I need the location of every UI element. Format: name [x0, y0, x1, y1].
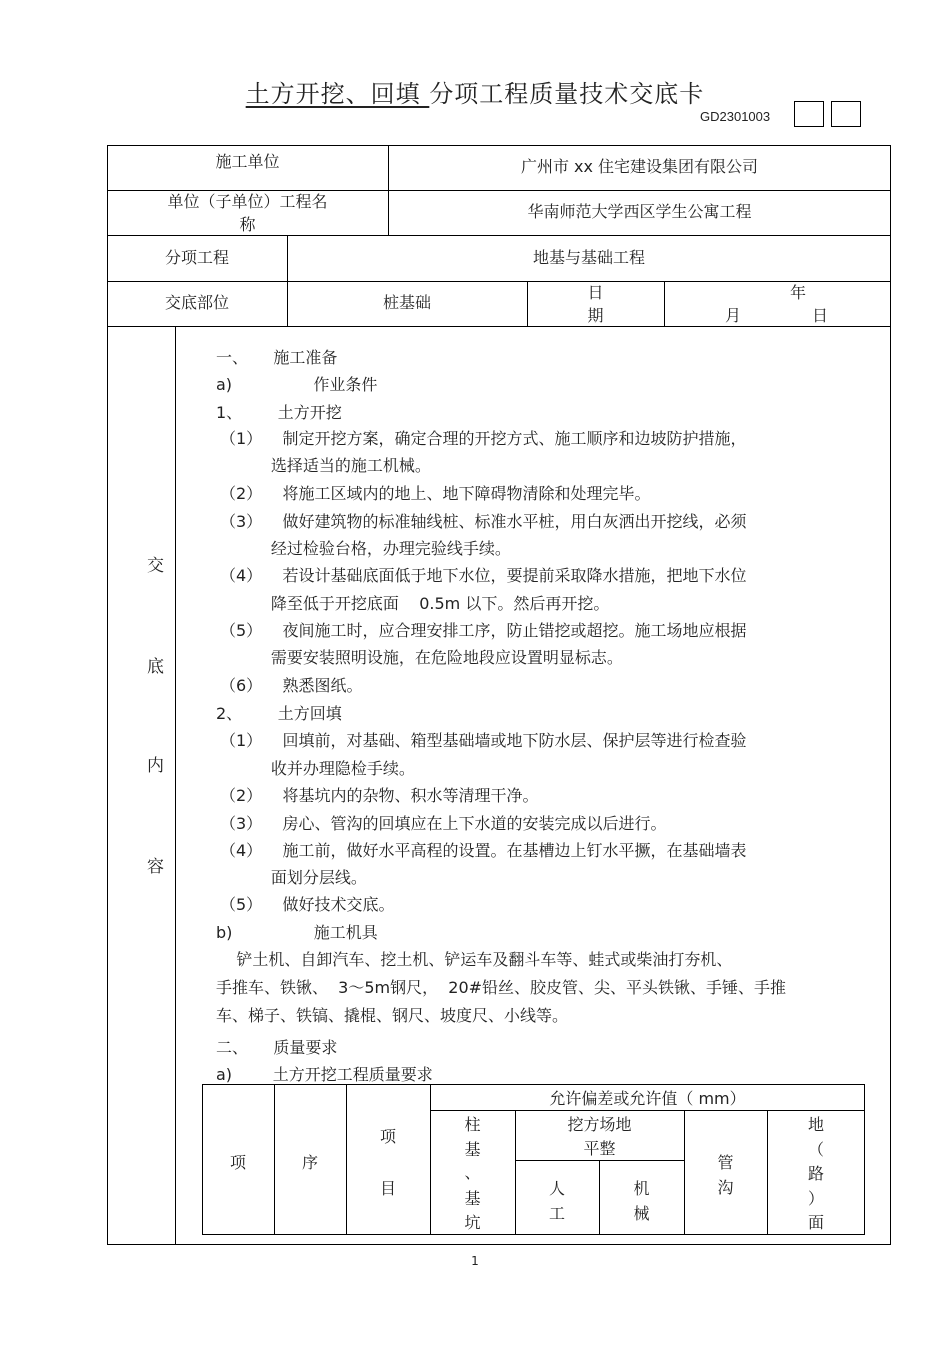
- body-line: a) 作业条件: [216, 375, 378, 394]
- site-level-1: 挖方场地: [567, 1115, 632, 1134]
- title-rest: 分项工程质量技术交底卡: [429, 80, 705, 108]
- body-line: （4） 施工前，做好水平高程的设置。在基槽边上钉水平撅，在基础墙表: [220, 841, 747, 860]
- part-value: 桩基础: [382, 293, 431, 312]
- side-label-char: 内: [147, 756, 164, 776]
- body-line: 二、 质量要求: [216, 1038, 338, 1057]
- body-line: （3） 房心、管沟的回填应在上下水道的安装完成以后进行。: [220, 814, 667, 833]
- project-label-1: 单位（子单位）工程名: [167, 192, 328, 211]
- pile-char: 、: [464, 1163, 481, 1182]
- body-line: （5） 做好技术交底。: [220, 895, 395, 914]
- table-col-divider: [346, 1084, 347, 1235]
- road-char: 路: [807, 1164, 824, 1183]
- side-label-char: 交: [147, 556, 164, 576]
- body-line: 铲土机、自卸汽车、挖土机、铲运车及翻斗车等、蛙式或柴油打夯机、: [216, 950, 733, 969]
- col-seq: 序: [301, 1153, 318, 1172]
- body-line: （5） 夜间施工时，应合理安排工序，防止错挖或超挖。施工场地应根据: [220, 621, 747, 640]
- machine-2: 械: [633, 1204, 650, 1223]
- machine-1: 机: [633, 1179, 650, 1198]
- unit-value: 广州市 xx 住宅建设集团有限公司: [520, 157, 759, 176]
- trench-1: 管: [717, 1153, 734, 1172]
- body-line: （4） 若设计基础底面低于地下水位，要提前采取降水措施，把地下水位: [220, 566, 747, 585]
- col-proj-2: 目: [379, 1179, 396, 1198]
- body-line: 车、梯子、铁镐、撬棍、钢尺、坡度尺、小线等。: [216, 1006, 569, 1025]
- manual-1: 人: [548, 1179, 565, 1198]
- body-line: （2） 将基坑内的杂物、积水等清理干净。: [220, 786, 539, 805]
- sub-label: 分项工程: [164, 248, 229, 267]
- part-label: 交底部位: [164, 293, 229, 312]
- body-line: （1） 回填前，对基础、箱型基础墙或地下防水层、保护层等进行检查验: [220, 731, 747, 750]
- body-line: 1、 土方开挖: [216, 403, 342, 422]
- check-box-1[interactable]: [794, 101, 824, 127]
- body-line: 2、 土方回填: [216, 704, 342, 723]
- body-line: 面划分层线。: [220, 868, 367, 887]
- col-divider: [175, 326, 176, 1245]
- row-divider: [107, 326, 891, 327]
- trench-2: 沟: [717, 1178, 734, 1197]
- doc-code: GD2301003: [700, 109, 771, 124]
- sub-value: 地基与基础工程: [532, 248, 645, 267]
- body-line: 经过检验台格，办理完验线手续。: [220, 539, 511, 558]
- pile-char: 柱: [464, 1115, 481, 1134]
- date-year: 年: [790, 283, 807, 302]
- pile-char: 基: [464, 1189, 481, 1208]
- check-box-2[interactable]: [831, 101, 861, 127]
- pile-char: 基: [464, 1140, 481, 1159]
- body-line: 手推车、铁锹、 3～5m钢尺， 20#铅丝、胶皮管、尖、平头铁锹、手锤、手推: [216, 978, 787, 997]
- body-line: 选择适当的施工机械。: [220, 456, 431, 475]
- road-char: ）: [807, 1189, 824, 1208]
- side-label-char: 容: [147, 857, 164, 877]
- body-line: 收并办理隐检手续。: [220, 759, 415, 778]
- col-divider: [664, 281, 665, 326]
- road-char: 地: [807, 1115, 824, 1134]
- manual-2: 工: [548, 1204, 565, 1223]
- unit-label: 施工单位: [215, 152, 280, 171]
- body-line: b) 施工机具: [216, 923, 378, 942]
- allow-header: 允许偏差或允许值（ mm）: [549, 1089, 746, 1108]
- pile-char: 坑: [464, 1213, 481, 1232]
- body-line: （2） 将施工区域内的地上、地下障碍物清除和处理完毕。: [220, 484, 651, 503]
- body-line: 需要安装照明设施，在危险地段应设置明显标志。: [220, 648, 623, 667]
- road-char: （: [807, 1140, 824, 1159]
- body-line: 降至低于开挖底面 0.5m 以下。然后再开挖。: [220, 594, 610, 613]
- title-underlined: 土方开挖、回填: [245, 80, 430, 108]
- site-level-2: 平整: [583, 1139, 616, 1158]
- date-label-2: 期: [587, 306, 604, 325]
- body-line: （6） 熟悉图纸。: [220, 676, 363, 695]
- col-proj-1: 项: [379, 1127, 396, 1146]
- page-number: 1: [471, 1254, 479, 1268]
- date-label-1: 日: [587, 283, 604, 302]
- date-day: 日: [812, 306, 829, 325]
- road-char: 面: [807, 1213, 824, 1232]
- body-line: （3） 做好建筑物的标准轴线桩、标准水平桩，用白灰洒出开挖线，必须: [220, 512, 747, 531]
- side-label-char: 底: [147, 657, 164, 677]
- body-line: 一、 施工准备: [216, 348, 338, 367]
- body-line: （1） 制定开挖方案，确定合理的开挖方式、施工顺序和边坡防护措施，: [220, 429, 747, 448]
- col-item: 项: [229, 1153, 246, 1172]
- row-divider: [107, 281, 891, 282]
- project-value: 华南师范大学西区学生公寓工程: [527, 202, 752, 221]
- date-month: 月: [725, 306, 742, 325]
- project-label-2: 称: [239, 215, 256, 234]
- body-line: a) 土方开挖工程质量要求: [216, 1065, 433, 1084]
